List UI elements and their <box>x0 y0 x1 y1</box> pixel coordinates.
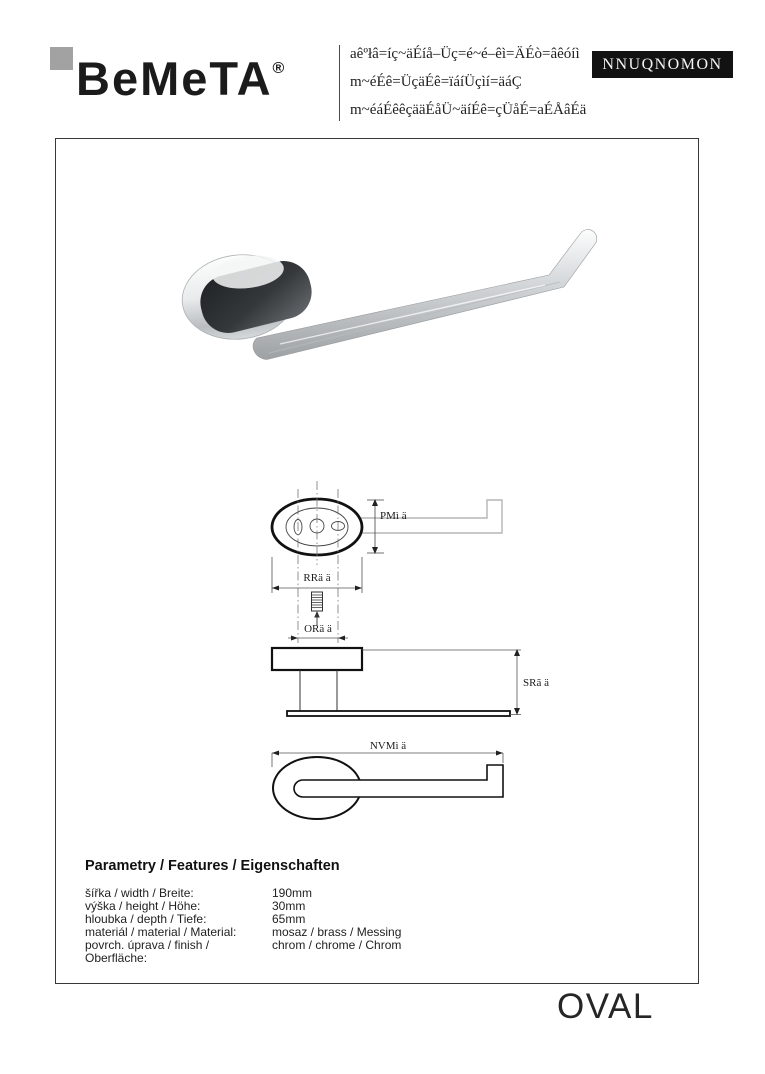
parameter-label: povrch. úprava / finish / Oberfläche: <box>85 937 210 965</box>
bemeta-logo <box>76 40 285 105</box>
dim-height-label: PMì ä <box>380 510 407 522</box>
parameter-row-finish <box>85 939 545 965</box>
parameter-value: chrom / chrome / Chrom <box>272 937 402 952</box>
registered-trademark-symbol: ® <box>272 60 285 77</box>
parameters-section <box>85 858 545 964</box>
dim-hole-spacing-label: ORä ä <box>304 623 332 635</box>
parameter-label: šířka / width / Breite: <box>85 886 194 900</box>
product-code-badge <box>592 51 733 78</box>
product-code: NNUQNOMON <box>602 55 723 73</box>
parameters-title: Parametry / Features / Eigenschaften <box>85 858 340 874</box>
parameter-value: 65mm <box>272 911 306 926</box>
screw-icon <box>312 592 323 626</box>
dim-plate-width-label: RRä ä <box>303 572 331 584</box>
parameter-value: mosaz / brass / Messing <box>272 924 402 939</box>
bottom-view <box>272 740 503 819</box>
parameter-row-width <box>85 887 545 900</box>
product-series-name: OVAL <box>557 987 654 1026</box>
dim-overall-width-label: NVMì ä <box>369 740 407 752</box>
parameter-label: výška / height / Höhe: <box>85 898 201 913</box>
side-view <box>272 648 549 716</box>
parameter-label: materiál / material / Material: <box>85 924 237 939</box>
logo-square-icon <box>50 47 73 70</box>
parameter-value: 30mm <box>272 898 306 913</box>
parameter-row-material <box>85 926 545 939</box>
parameter-label: hloubka / depth / Tiefe: <box>85 911 207 926</box>
product-description-line-2: m~éÉê=ÜçäÉê=ïáíÜçìí=äáÇ <box>350 74 522 90</box>
product-description-line-1: aêºłâ=íç~äÉíå–Üç=é~é–êì=ÄÉò=âêóíì <box>350 46 580 62</box>
parameter-row-depth <box>85 913 545 926</box>
product-description-line-3: m~éáÉêêçääÉåÜ~äíÉê=çÜåÉ=aÉÅâÉä <box>350 102 587 118</box>
parameter-value: 190mm <box>272 886 313 900</box>
header-divider <box>339 45 340 121</box>
product-photo <box>160 198 620 393</box>
dim-depth-label: SRã ä <box>523 677 549 689</box>
technical-drawing <box>250 478 560 838</box>
front-view <box>272 481 502 643</box>
logo-wordmark: BeMeTA <box>76 52 273 105</box>
parameter-row-height <box>85 900 545 913</box>
